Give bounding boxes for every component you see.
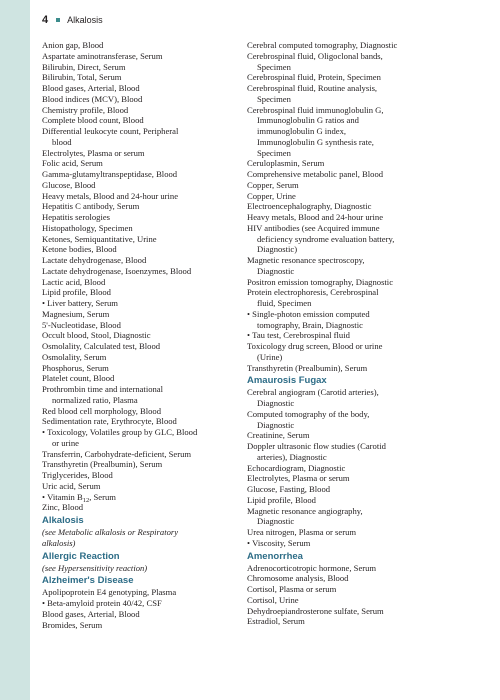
list-item-line: Blood gases, Arterial, Blood: [42, 83, 140, 93]
list-item-line: alkalosis): [42, 537, 76, 548]
test-list-item: [42, 158, 242, 169]
section-heading: [42, 551, 242, 563]
right-column: [247, 40, 452, 627]
list-item-line: (see Hypersensitivity reaction): [42, 562, 148, 573]
left-column: [42, 40, 242, 630]
test-list-item: [247, 527, 452, 538]
list-item-line: Differential leukocyte count, Peripheral: [42, 126, 179, 136]
test-list-item: [247, 83, 452, 105]
list-item-line: immunoglobulin G index,: [257, 126, 347, 136]
list-item-line: Estradiol, Serum: [247, 616, 305, 627]
list-item-line: HIV antibodies (see Acquired immune: [247, 222, 380, 233]
list-item-line: Blood indices (MCV), Blood: [42, 93, 143, 104]
list-item-line: Ketones, Semiquantitative, Urine: [42, 233, 157, 244]
list-item-line: tomography, Brain, Diagnostic: [257, 319, 363, 330]
test-list-item: [42, 352, 242, 363]
list-item-line: Heavy metals, Blood and 24-hour urine: [42, 190, 179, 201]
test-list-item: [247, 158, 452, 169]
test-list-item: [247, 212, 452, 223]
list-item-line: Complete blood count, Blood: [42, 115, 144, 126]
list-item-line: Lactic acid, Blood: [42, 276, 106, 287]
test-list-item: [247, 538, 452, 549]
test-list-item: [42, 180, 242, 191]
test-list-item: [42, 330, 242, 341]
test-list-item: [42, 341, 242, 352]
list-item-line: Dehydroepiandrosterone sulfate, Serum: [247, 605, 384, 616]
list-item-line: Immunoglobulin G ratios and: [257, 115, 359, 126]
test-list-item: [247, 180, 452, 191]
test-list-item: [42, 105, 242, 116]
test-list-item: [247, 441, 452, 463]
list-item-line: Cortisol, Plasma or serum: [247, 584, 337, 594]
list-item-line: Platelet count, Blood: [42, 373, 115, 384]
test-list-item: [247, 72, 452, 83]
test-list-item: [42, 72, 242, 83]
list-item-line: deficiency syndrome evaluation battery,: [257, 233, 395, 244]
section-heading: [247, 375, 452, 387]
test-list-item: [42, 201, 242, 212]
test-list-item: [247, 277, 452, 288]
list-item-line: Diagnostic: [257, 398, 295, 408]
list-item-line: Magnetic resonance spectroscopy,: [247, 255, 365, 265]
test-list-item: [42, 40, 242, 51]
test-list-item: [247, 584, 452, 595]
page-edge-band: [0, 0, 30, 700]
list-item-line: Cerebrospinal fluid, Oligoclonal bands,: [247, 50, 383, 61]
list-item-line: Alzheimer's Disease: [42, 575, 134, 587]
list-item-line: Glucose, Blood: [42, 179, 96, 190]
square-bullet-icon: [56, 18, 60, 22]
list-item-line: Prothrombin time and international: [42, 384, 164, 394]
list-item-line: (see Metabolic alkalosis or Respiratory: [42, 527, 179, 537]
list-item-line: Diagnostic: [257, 516, 295, 527]
list-item-line: Lipid profile, Blood: [247, 494, 316, 505]
list-item-line: Glucose, Fasting, Blood: [247, 484, 331, 494]
list-item-line: Phosphorus, Serum: [42, 362, 109, 373]
list-item-line: Comprehensive metabolic panel, Blood: [247, 169, 384, 179]
test-list-item: [247, 573, 452, 584]
test-list-item: [42, 115, 242, 126]
test-list-item: [42, 62, 242, 73]
test-list-item: [42, 320, 242, 331]
list-item-line: Folic acid, Serum: [42, 158, 103, 169]
test-list-item: [247, 169, 452, 180]
test-list-item: [247, 506, 452, 528]
list-item-line: blood: [52, 136, 72, 147]
list-item-line: • Viscosity, Serum: [247, 538, 452, 549]
test-list-item: [247, 595, 452, 606]
list-item-line: or urine: [52, 437, 79, 448]
test-list-item: [42, 244, 242, 255]
test-list-item: [42, 416, 242, 427]
test-list-item: [42, 277, 242, 288]
cross-reference-note: [42, 563, 242, 574]
list-item-line: Positron emission tomography, Diagnostic: [247, 276, 394, 287]
list-item-line: Chemistry profile, Blood: [42, 104, 129, 115]
list-item-line: Echocardiogram, Diagnostic: [247, 462, 346, 473]
running-header: [42, 13, 103, 27]
test-list-item: [247, 363, 452, 374]
list-item-line: Blood gases, Arterial, Blood: [42, 608, 140, 619]
test-list-item: [247, 616, 452, 627]
list-item-line: Bilirubin, Direct, Serum: [42, 61, 126, 72]
list-item-line: Transthyretin (Prealbumin), Serum: [42, 459, 163, 470]
test-list-item: [42, 309, 242, 320]
list-item-line: • Liver battery, Serum: [42, 298, 242, 309]
list-item-line: • Tau test, Cerebrospinal fluid: [247, 330, 452, 341]
test-list-item: [42, 169, 242, 180]
test-list-item: [42, 609, 242, 620]
list-item-line: Copper, Urine: [247, 190, 296, 201]
list-item-line: Amaurosis Fugax: [247, 375, 327, 387]
test-list-item: [42, 234, 242, 245]
test-list-item: [42, 266, 242, 277]
list-item-line: Heavy metals, Blood and 24-hour urine: [247, 212, 384, 222]
list-item-line: Diagnostic: [257, 265, 295, 276]
test-list-item: [42, 470, 242, 481]
list-item-line: arteries), Diagnostic: [257, 451, 327, 462]
list-item-line: Transthyretin (Prealbumin), Serum: [247, 362, 368, 373]
test-list-item: [247, 105, 452, 159]
test-list-item: [42, 287, 242, 298]
list-item-line: Cerebrospinal fluid, Routine analysis,: [247, 83, 378, 93]
list-item-line: • Toxicology, Volatiles group by GLC, Blood: [42, 427, 242, 438]
list-item-line: Triglycerides, Blood: [42, 470, 113, 480]
cross-reference-note: [42, 527, 242, 549]
list-item-line: Allergic Reaction: [42, 550, 120, 562]
test-list-item: [247, 606, 452, 617]
list-item-line: Bromides, Serum: [42, 619, 103, 630]
test-list-item: [247, 191, 452, 202]
list-item-line: Cerebrospinal fluid, Protein, Specimen: [247, 72, 381, 83]
test-list-item: [247, 330, 452, 341]
test-list-item: [247, 255, 452, 277]
list-item-line: Cerebral computed tomography, Diagnostic: [247, 40, 398, 50]
test-list-item: [42, 298, 242, 309]
page-number: 4: [42, 14, 49, 26]
list-item-line: • Single-photon emission computed: [247, 309, 452, 320]
list-item-line: Red blood cell morphology, Blood: [42, 405, 162, 416]
list-item-line: fluid, Specimen: [257, 298, 312, 308]
test-list-item: [42, 191, 242, 202]
test-list-item: [42, 373, 242, 384]
list-item-line: Hepatitis C antibody, Serum: [42, 201, 140, 212]
test-list-item: [42, 406, 242, 417]
list-item-line: Cortisol, Urine: [247, 594, 299, 605]
list-item-line: Lipid profile, Blood: [42, 287, 111, 298]
section-heading: [42, 515, 242, 527]
list-item-line: Computed tomography of the body,: [247, 408, 370, 419]
test-list-item: [42, 255, 242, 266]
list-item-line: Electrolytes, Plasma or serum: [42, 147, 145, 158]
list-item-line: Specimen: [257, 61, 291, 72]
list-item-line: Copper, Serum: [247, 179, 299, 190]
test-list-item: [42, 126, 242, 148]
test-list-item: [247, 341, 452, 363]
section-heading: [42, 575, 242, 587]
test-list-item: [42, 459, 242, 470]
list-item-line: Creatinine, Serum: [247, 430, 310, 441]
test-list-item: [247, 223, 452, 255]
test-list-item: [42, 363, 242, 374]
test-list-item: [247, 484, 452, 495]
list-item-line: Cerebrospinal fluid immunoglobulin G,: [247, 104, 384, 115]
list-item-line: Urea nitrogen, Plasma or serum: [247, 527, 357, 537]
test-list-item: [247, 430, 452, 441]
test-list-item: [42, 94, 242, 105]
test-list-item: [247, 473, 452, 484]
list-item-line: Diagnostic: [257, 419, 295, 430]
list-item-line: Transferrin, Carbohydrate-deficient, Serum: [42, 448, 192, 459]
list-item-line: Aspartate aminotransferase, Serum: [42, 50, 163, 61]
list-item-line: Chromosome analysis, Blood: [247, 573, 349, 584]
list-item-line: Electrolytes, Plasma or serum: [247, 473, 350, 484]
test-list-item: [247, 409, 452, 431]
list-item-line: • Vitamin $B_{12}$, Serum: [42, 492, 242, 503]
test-list-item: [247, 563, 452, 574]
test-list-item: [42, 449, 242, 460]
test-list-item: [42, 83, 242, 94]
list-item-line: Electroencephalography, Diagnostic: [247, 201, 372, 212]
list-item-line: Ceruloplasmin, Serum: [247, 158, 325, 169]
list-item-line: (Urine): [257, 351, 283, 362]
list-item-line: Doppler ultrasonic flow studies (Carotid: [247, 441, 386, 451]
list-item-line: Osmolality, Serum: [42, 351, 107, 362]
test-list-item: [247, 201, 452, 212]
list-item-line: Uric acid, Serum: [42, 480, 101, 491]
list-item-line: Magnetic resonance angiography,: [247, 505, 363, 516]
test-list-item: [42, 492, 242, 503]
test-list-item: [42, 481, 242, 492]
list-item-line: Osmolality, Calculated test, Blood: [42, 341, 161, 351]
list-item-line: Bilirubin, Total, Serum: [42, 72, 122, 83]
test-list-item: [42, 223, 242, 234]
test-list-item: [42, 502, 242, 513]
test-list-item: [42, 212, 242, 223]
test-list-item: [247, 495, 452, 506]
list-item-line: Histopathology, Specimen: [42, 222, 133, 233]
list-item-line: Anion gap, Blood: [42, 40, 104, 50]
list-item-line: Apolipoprotein E4 genotyping, Plasma: [42, 587, 177, 598]
test-list-item: [42, 384, 242, 406]
section-heading: [247, 551, 452, 563]
list-item-line: Gamma-glutamyltranspeptidase, Blood: [42, 169, 178, 179]
list-item-line: normalized ratio, Plasma: [52, 394, 138, 405]
chapter-title: Alkalosis: [67, 15, 103, 25]
list-item-line: Specimen: [257, 93, 291, 104]
list-item-line: Ketone bodies, Blood: [42, 244, 117, 255]
test-list-item: [247, 387, 452, 409]
list-item-line: Lactate dehydrogenase, Isoenzymes, Blood: [42, 265, 192, 276]
test-list-item: [247, 287, 452, 309]
list-item-line: Lactate dehydrogenase, Blood: [42, 255, 147, 265]
list-item-line: Cerebral angiogram (Carotid arteries),: [247, 387, 379, 398]
list-item-line: Toxicology drug screen, Blood or urine: [247, 341, 383, 351]
list-item-line: Amenorrhea: [247, 550, 303, 562]
list-item-line: Zinc, Blood: [42, 502, 84, 513]
test-list-item: [247, 309, 452, 331]
list-item-line: Magnesium, Serum: [42, 308, 110, 319]
list-item-line: Protein electrophoresis, Cerebrospinal: [247, 287, 379, 298]
test-list-item: [42, 427, 242, 449]
list-item-line: Adrenocorticotropic hormone, Serum: [247, 562, 377, 573]
test-list-item: [42, 148, 242, 159]
list-item-line: Diagnostic): [257, 244, 298, 255]
list-item-line: Specimen: [257, 147, 291, 158]
test-list-item: [247, 51, 452, 73]
test-list-item: [42, 587, 242, 598]
list-item-line: Immunoglobulin G synthesis rate,: [257, 136, 374, 147]
test-list-item: [42, 51, 242, 62]
list-item-line: 5'-Nucleotidase, Blood: [42, 319, 121, 330]
list-item-line: Sedimentation rate, Erythrocyte, Blood: [42, 416, 177, 427]
list-item-line: Occult blood, Stool, Diagnostic: [42, 330, 151, 341]
list-item-line: Hepatitis serologies: [42, 212, 111, 222]
test-list-item: [42, 598, 242, 609]
list-item-line: Alkalosis: [42, 515, 84, 526]
test-list-item: [42, 620, 242, 631]
list-item-line: • Beta-amyloid protein 40/42, CSF: [42, 598, 242, 609]
test-list-item: [247, 40, 452, 51]
test-list-item: [247, 463, 452, 474]
